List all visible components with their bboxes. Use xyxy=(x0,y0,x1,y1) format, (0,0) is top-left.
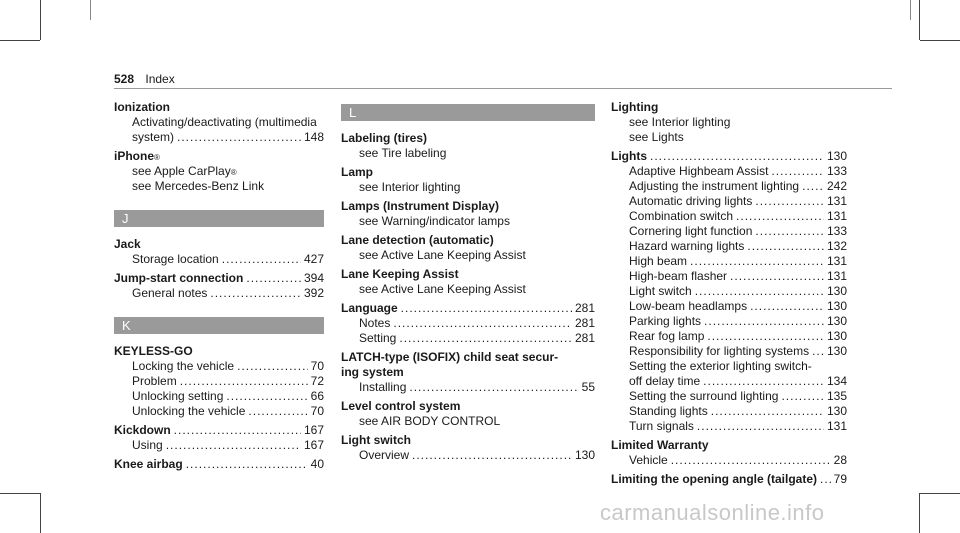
index-term: Ionization xyxy=(114,100,170,114)
index-subentry[interactable] xyxy=(341,180,595,195)
page-ref: 40 xyxy=(310,457,324,471)
page-ref: 79 xyxy=(833,472,847,486)
subentry-text: Setting the exterior lighting switch- xyxy=(629,359,812,373)
page-ref: 130 xyxy=(826,284,847,298)
index-subentry[interactable] xyxy=(611,299,847,314)
subentry-text: Turn signals xyxy=(629,419,694,433)
index-entry xyxy=(114,344,324,419)
index-subentry[interactable] xyxy=(341,214,595,229)
leader-dots xyxy=(812,344,824,359)
subentry-text: see Tire labeling xyxy=(359,146,447,160)
index-term-row[interactable] xyxy=(341,350,595,365)
page-ref: 133 xyxy=(826,224,847,238)
subentry-text: Responsibility for lighting systems xyxy=(629,344,810,358)
index-subentry[interactable] xyxy=(114,179,324,194)
subentry-text: Combination switch xyxy=(629,209,734,223)
page-ref: 70 xyxy=(310,359,324,373)
index-entry xyxy=(114,149,324,194)
crop-mark xyxy=(920,40,960,41)
index-entry xyxy=(611,149,847,434)
index-entry xyxy=(114,237,324,267)
index-subentry[interactable] xyxy=(611,419,847,434)
subentry-text: Problem xyxy=(132,374,177,388)
leader-dots xyxy=(755,224,824,239)
leader-dots xyxy=(750,299,824,314)
subentry-text: see Warning/indicator lamps xyxy=(359,214,510,228)
index-subentry[interactable] xyxy=(611,130,847,145)
index-entry xyxy=(341,301,595,346)
page-ref: 135 xyxy=(826,389,847,403)
index-term-row[interactable] xyxy=(114,100,324,115)
index-term-row[interactable] xyxy=(341,433,595,448)
index-term-row[interactable] xyxy=(611,100,847,115)
index-term: Kickdown xyxy=(114,423,171,437)
subentry-text: General notes xyxy=(132,286,208,300)
subentry-text: Vehicle xyxy=(629,453,668,467)
page-ref: 130 xyxy=(826,299,847,313)
index-subentry[interactable] xyxy=(341,331,595,346)
index-subentry[interactable] xyxy=(341,248,595,263)
leader-dots xyxy=(246,271,301,286)
index-subentry[interactable] xyxy=(611,164,847,179)
page-ref: 131 xyxy=(826,419,847,433)
index-subentry[interactable] xyxy=(341,448,595,463)
subentry-text: Using xyxy=(132,438,163,452)
index-term-row[interactable] xyxy=(341,399,595,414)
subentry-text: Unlocking the vehicle xyxy=(132,404,246,418)
page-ref: 133 xyxy=(826,164,847,178)
page-ref: 131 xyxy=(826,254,847,268)
index-term-row[interactable]: iPhone ® xyxy=(114,149,160,163)
page-ref: 427 xyxy=(303,252,324,266)
index-term-row[interactable] xyxy=(611,472,847,487)
section-letter-bar: K xyxy=(114,317,324,334)
subentry-text: see Lights xyxy=(629,130,684,144)
index-entry xyxy=(341,350,595,395)
leader-dots xyxy=(704,314,824,329)
index-term: Lighting xyxy=(611,100,659,114)
index-term-row[interactable] xyxy=(611,149,847,164)
subentry-text: system) xyxy=(132,130,174,144)
index-subentry[interactable] xyxy=(114,404,324,419)
leader-dots xyxy=(650,149,824,164)
subentry-text: see Mercedes-Benz Link xyxy=(132,179,265,193)
leader-dots xyxy=(186,457,308,472)
index-entry xyxy=(341,433,595,463)
subentry-text: Adjusting the instrument lighting xyxy=(629,179,800,193)
leader-dots xyxy=(226,389,307,404)
index-subentry[interactable] xyxy=(114,286,324,301)
index-subentry[interactable] xyxy=(611,254,847,269)
index-term: Jump-start connection xyxy=(114,271,244,285)
subentry-text: Standing lights xyxy=(629,404,708,418)
page-number: 528 xyxy=(114,72,135,86)
index-term-row[interactable] xyxy=(114,344,324,359)
subentry-text: Setting xyxy=(359,331,397,345)
subentry-text: Setting the surround lighting xyxy=(629,389,779,403)
page-ref: 72 xyxy=(310,374,324,388)
index-term-row[interactable] xyxy=(114,237,324,252)
page-ref: 167 xyxy=(303,438,324,452)
page-ref: 55 xyxy=(581,380,595,394)
subentry-text: Automatic driving lights xyxy=(629,194,753,208)
index-term: Language xyxy=(341,301,398,315)
section-letter-bar: L xyxy=(341,104,595,121)
index-subentry[interactable] xyxy=(611,359,847,374)
leader-dots xyxy=(166,438,301,453)
leader-dots xyxy=(736,209,824,224)
page-ref: 242 xyxy=(826,179,847,193)
crop-mark xyxy=(40,493,41,533)
leader-dots xyxy=(399,331,572,346)
index-term: Limiting the opening angle (tailgate) xyxy=(611,472,817,486)
index-term-continued: ing system xyxy=(341,365,404,379)
subentry-text: Activating/deactivating (multimedia xyxy=(132,115,317,129)
index-subentry[interactable] xyxy=(341,282,595,297)
index-subentry[interactable] xyxy=(611,453,847,468)
index-term-row[interactable] xyxy=(611,438,847,453)
crop-mark xyxy=(919,493,920,533)
index-entry xyxy=(611,100,847,145)
index-term: Lamps (Instrument Display) xyxy=(341,199,500,213)
leader-dots xyxy=(671,453,831,468)
index-entry xyxy=(611,472,847,487)
index-entry xyxy=(341,233,595,263)
page-ref: 130 xyxy=(826,329,847,343)
page-ref: 130 xyxy=(574,448,595,462)
page-ref: 130 xyxy=(826,404,847,418)
leader-dots xyxy=(695,284,824,299)
index-subentry[interactable] xyxy=(114,389,324,404)
index-term: KEYLESS-GO xyxy=(114,344,193,358)
crop-mark xyxy=(910,0,911,20)
index-term: Lamp xyxy=(341,165,374,179)
index-subentry[interactable] xyxy=(114,130,324,145)
index-term: Knee airbag xyxy=(114,457,183,471)
index-term-row[interactable] xyxy=(114,423,324,438)
index-term-row[interactable] xyxy=(341,233,595,248)
leader-dots xyxy=(180,374,308,389)
leader-dots xyxy=(820,472,831,487)
index-term: Light switch xyxy=(341,433,411,447)
crop-mark xyxy=(90,0,91,20)
index-term: iPhone xyxy=(114,149,155,163)
subentry-text: Unlocking setting xyxy=(132,389,224,403)
index-entry xyxy=(341,267,595,297)
index-subentry[interactable] xyxy=(114,359,324,374)
leader-dots xyxy=(401,301,572,316)
page-header xyxy=(114,72,175,86)
index-subentry[interactable] xyxy=(611,269,847,284)
leader-dots xyxy=(237,359,308,374)
subentry-text: see Active Lane Keeping Assist xyxy=(359,282,526,296)
subentry-text: High-beam flasher xyxy=(629,269,728,283)
index-subentry[interactable] xyxy=(341,146,595,161)
leader-dots xyxy=(747,239,824,254)
subentry-text: see Interior lighting xyxy=(359,180,461,194)
index-entry xyxy=(114,100,324,145)
index-term-row-continued xyxy=(341,365,595,380)
subentry-text: see AIR BODY CONTROL xyxy=(359,414,501,428)
index-column-1 xyxy=(114,100,324,476)
subentry-text: see Active Lane Keeping Assist xyxy=(359,248,526,262)
index-subentry[interactable] xyxy=(611,344,847,359)
index-subentry[interactable] xyxy=(611,224,847,239)
page-ref: 130 xyxy=(826,149,847,163)
index-subentry[interactable] xyxy=(611,404,847,419)
page-ref: 281 xyxy=(574,301,595,315)
index-subentry[interactable] xyxy=(341,316,595,331)
page-ref: 134 xyxy=(826,374,847,388)
index-term: Limited Warranty xyxy=(611,438,709,452)
index-subentry[interactable] xyxy=(611,389,847,404)
index-entry xyxy=(611,438,847,468)
page-ref: 394 xyxy=(303,271,324,285)
index-term: LATCH-type (ISOFIX) child seat secur- xyxy=(341,350,559,364)
subentry-text: Hazard warning lights xyxy=(629,239,745,253)
header-rule xyxy=(114,88,892,89)
index-entry xyxy=(114,423,324,453)
index-term-row[interactable] xyxy=(114,271,324,286)
subentry-text: Low-beam headlamps xyxy=(629,299,748,313)
subentry-text: off delay time xyxy=(629,374,701,388)
subentry-text: High beam xyxy=(629,254,688,268)
subentry-text: Notes xyxy=(359,316,391,330)
index-subentry[interactable] xyxy=(114,115,324,130)
index-term-row[interactable] xyxy=(114,457,324,472)
index-subentry[interactable] xyxy=(611,179,847,194)
subentry-text: Locking the vehicle xyxy=(132,359,235,373)
page-ref: 131 xyxy=(826,194,847,208)
index-subentry[interactable] xyxy=(611,329,847,344)
crop-mark xyxy=(920,493,960,494)
leader-dots xyxy=(174,423,301,438)
leader-dots xyxy=(222,252,301,267)
index-subentry[interactable] xyxy=(341,380,595,395)
subentry-text: Parking lights xyxy=(629,314,702,328)
page-ref: 131 xyxy=(826,209,847,223)
page-ref: 281 xyxy=(574,331,595,345)
subentry-text: Cornering light function xyxy=(629,224,753,238)
index-subentry[interactable] xyxy=(611,194,847,209)
page-ref: 130 xyxy=(826,314,847,328)
leader-dots xyxy=(177,130,301,145)
subentry-text: Adaptive Highbeam Assist xyxy=(629,164,769,178)
index-term: Lane Keeping Assist xyxy=(341,267,459,281)
page-ref: 70 xyxy=(310,404,324,418)
leader-dots xyxy=(703,374,824,389)
index-term-row[interactable] xyxy=(341,301,595,316)
subentry-text: Rear fog lamp xyxy=(629,329,705,343)
subentry-text: see Apple CarPlay xyxy=(132,164,231,178)
index-subentry[interactable] xyxy=(114,438,324,453)
page-ref: 130 xyxy=(826,344,847,358)
index-term-row[interactable] xyxy=(341,199,595,214)
index-column-2 xyxy=(341,100,595,467)
index-subentry[interactable] xyxy=(611,284,847,299)
subentry-text: see Interior lighting xyxy=(629,115,731,129)
index-term: Lane detection (automatic) xyxy=(341,233,494,247)
leader-dots xyxy=(393,316,572,331)
leader-dots xyxy=(707,329,824,344)
index-entry xyxy=(114,271,324,301)
index-subentry[interactable] xyxy=(341,414,595,429)
index-subentry[interactable] xyxy=(114,252,324,267)
index-column-3 xyxy=(611,100,847,491)
index-subentry[interactable] xyxy=(611,239,847,254)
index-entry xyxy=(341,199,595,229)
page-ref: 167 xyxy=(303,423,324,437)
leader-dots xyxy=(802,179,824,194)
index-term: Labeling (tires) xyxy=(341,131,428,145)
index-subentry[interactable] xyxy=(611,115,847,130)
leader-dots xyxy=(248,404,307,419)
crop-mark xyxy=(919,0,920,40)
subentry-text: Overview xyxy=(359,448,410,462)
index-entry xyxy=(341,399,595,429)
subentry-text: Storage location xyxy=(132,252,219,266)
index-term: Lights xyxy=(611,149,647,163)
subentry-text: Light switch xyxy=(629,284,692,298)
index-entry xyxy=(341,165,595,195)
index-subentry[interactable] xyxy=(611,209,847,224)
index-term-row[interactable] xyxy=(341,267,595,282)
index-term-row[interactable] xyxy=(341,131,595,146)
leader-dots xyxy=(771,164,824,179)
leader-dots xyxy=(210,286,301,301)
page-ref: 66 xyxy=(310,389,324,403)
leader-dots xyxy=(409,380,578,395)
page-ref: 131 xyxy=(826,269,847,283)
leader-dots xyxy=(781,389,824,404)
index-subentry[interactable] xyxy=(611,314,847,329)
page-ref: 281 xyxy=(574,316,595,330)
leader-dots xyxy=(697,419,824,434)
crop-mark xyxy=(0,493,40,494)
index-term: Jack xyxy=(114,237,141,251)
index-term-row[interactable] xyxy=(341,165,595,180)
leader-dots xyxy=(690,254,824,269)
page-ref: 132 xyxy=(826,239,847,253)
page-ref: 148 xyxy=(303,130,324,144)
crop-mark xyxy=(0,40,40,41)
subentry-text: Installing xyxy=(359,380,407,394)
index-entry xyxy=(341,131,595,161)
section-letter-bar: J xyxy=(114,210,324,227)
leader-dots xyxy=(730,269,824,284)
watermark: carmanualsonline.info xyxy=(600,500,825,525)
leader-dots xyxy=(755,194,824,209)
leader-dots xyxy=(711,404,824,419)
page-ref: 28 xyxy=(833,453,847,467)
index-subentry[interactable]: see Apple CarPlay ® xyxy=(132,164,237,178)
leader-dots xyxy=(412,448,572,463)
crop-mark xyxy=(40,0,41,40)
page-ref: 392 xyxy=(303,286,324,300)
index-entry xyxy=(114,457,324,472)
page-title: Index xyxy=(145,72,175,86)
index-term: Level control system xyxy=(341,399,461,413)
index-subentry[interactable] xyxy=(611,374,847,389)
index-subentry[interactable] xyxy=(114,374,324,389)
